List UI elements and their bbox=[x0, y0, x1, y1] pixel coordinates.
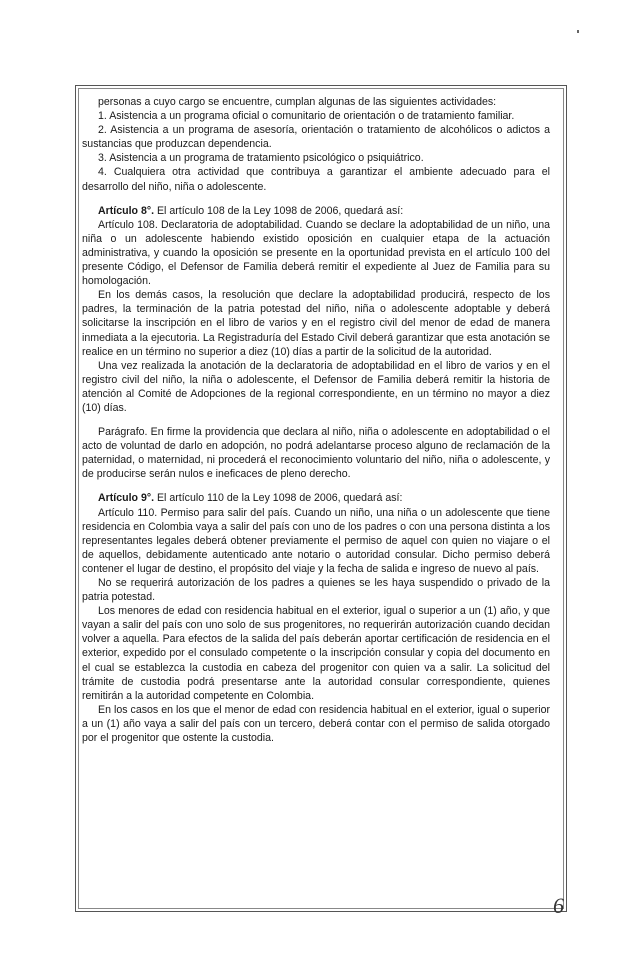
paragraph: Los menores de edad con residencia habitual en el exterior, igual o superior a un (1) año, y que vayan a salir del país con uno solo de sus progenitores, no requerirán autorización cuando decidan volver a aquella. Para efectos de la salida del país deberán aportar certificación de residencia en el exterior, expedido por el consulado competente o la inscripción consular y copia del documento en el cual se establezca la custodia en cabeza del progenitor con quien va a salir. La solicitud del trámite de custodia podrá presentarse ante la autoridad consular correspondiente, quienes remitirán a la autoridad competente en Colombia. bbox=[82, 605, 550, 702]
paragraph: Una vez realizada la anotación de la declaratoria de adoptabilidad en el libro de varios y en el registro civil del niño, la niña o adolescente, el Defensor de Familia deberá remitir la historia de atención al Comité de Adopciones de la regional correspondiente, en un término no mayor a diez (10) días. bbox=[82, 359, 550, 414]
paragraph: En los casos en los que el menor de edad con residencia habitual en el exterior, igual o superior a un (1) año vaya a salir del país con un tercero, deberá contar con el permiso de salida otorgado por el progenitor que ostente la custodia. bbox=[82, 703, 550, 745]
list-item: 1. Asistencia a un programa oficial o comunitario de orientación o de tratamiento familiar. bbox=[98, 110, 515, 123]
article-9-intro: El artículo 110 de la Ley 1098 de 2006, quedará así: bbox=[154, 492, 403, 505]
paragraph: Artículo 108. Declaratoria de adoptabilidad. Cuando se declare la adoptabilidad de un niño, una niña o un adolescente habiendo existido oposición en cualquier etapa de la actuación administrativa, y cuando la oposición se presente en la oportunidad prevista en el artículo 100 del presente Código, el Defensor de Familia deberá remitir el expediente al Juez de Familia para su homologación. bbox=[82, 218, 550, 288]
article-9-title: Artículo 9°. bbox=[98, 492, 155, 505]
page-number: 6 bbox=[553, 893, 564, 918]
paragraph: No se requerirá autorización de los padres a quienes se les haya suspendido o privado de la patria potestad. bbox=[82, 577, 550, 604]
paragraph: En los demás casos, la resolución que declare la adoptabilidad producirá, respecto de los padres, la terminación de la patria potestad del niño, niña o adolescente adoptable y deberá solicitarse la inscripción en el libro de varios y en el registro civil del menor de edad de manera inmediata a la ejecutoria. La Registraduría del Estado Civil deberá garantizar que esta anotación se realice en un término no superior a diez (10) días a partir de la solicitud de la autoridad. bbox=[82, 289, 550, 358]
scan-mark bbox=[577, 30, 579, 33]
document-body bbox=[82, 95, 550, 745]
article-8-title: Artículo 8°. bbox=[98, 204, 155, 217]
article-9-heading bbox=[82, 491, 550, 505]
list-item: 4. Cualquiera otra actividad que contribuya a garantizar el ambiente adecuado para el desarrollo del niño, niña o adolescente. bbox=[82, 166, 550, 193]
article-8-intro: El artículo 108 de la Ley 1098 de 2006, quedará así: bbox=[154, 204, 404, 217]
list-item: 3. Asistencia a un programa de tratamiento psicológico o psiquiátrico. bbox=[98, 152, 424, 165]
paragraph-paragrafo: Parágrafo. En firme la providencia que declara al niño, niña o adolescente en adoptabilidad o el acto de voluntad de darlo en adopción, no podrá adelantarse proceso alguno de reclamación de la paternidad, o maternidad, ni procederá el reconocimiento voluntario del niño, niña o adolescente, y de producirse serán nulos e ineficaces de pleno derecho. bbox=[82, 426, 550, 481]
list-item: 2. Asistencia a un programa de asesoría, orientación o tratamiento de alcohólicos o adictos a sustancias que produzcan dependencia. bbox=[82, 124, 550, 151]
paragraph: Artículo 110. Permiso para salir del país. Cuando un niño, una niña o un adolescente que tiene residencia en Colombia vaya a salir del país con uno de los padres o con una persona distinta a los representantes legales deberá obtener previamente el permiso de aquel con quien no viajare o el de aquellos, debidamente autenticado ante notario o autoridad consular. Dicho permiso deberá contener el lugar de destino, el propósito del viaje y la fecha de salida e ingreso de nuevo al país. bbox=[82, 506, 550, 575]
article-8-heading bbox=[82, 204, 550, 218]
paragraph: personas a cuyo cargo se encuentre, cumplan algunas de las siguientes actividades: bbox=[98, 96, 497, 108]
